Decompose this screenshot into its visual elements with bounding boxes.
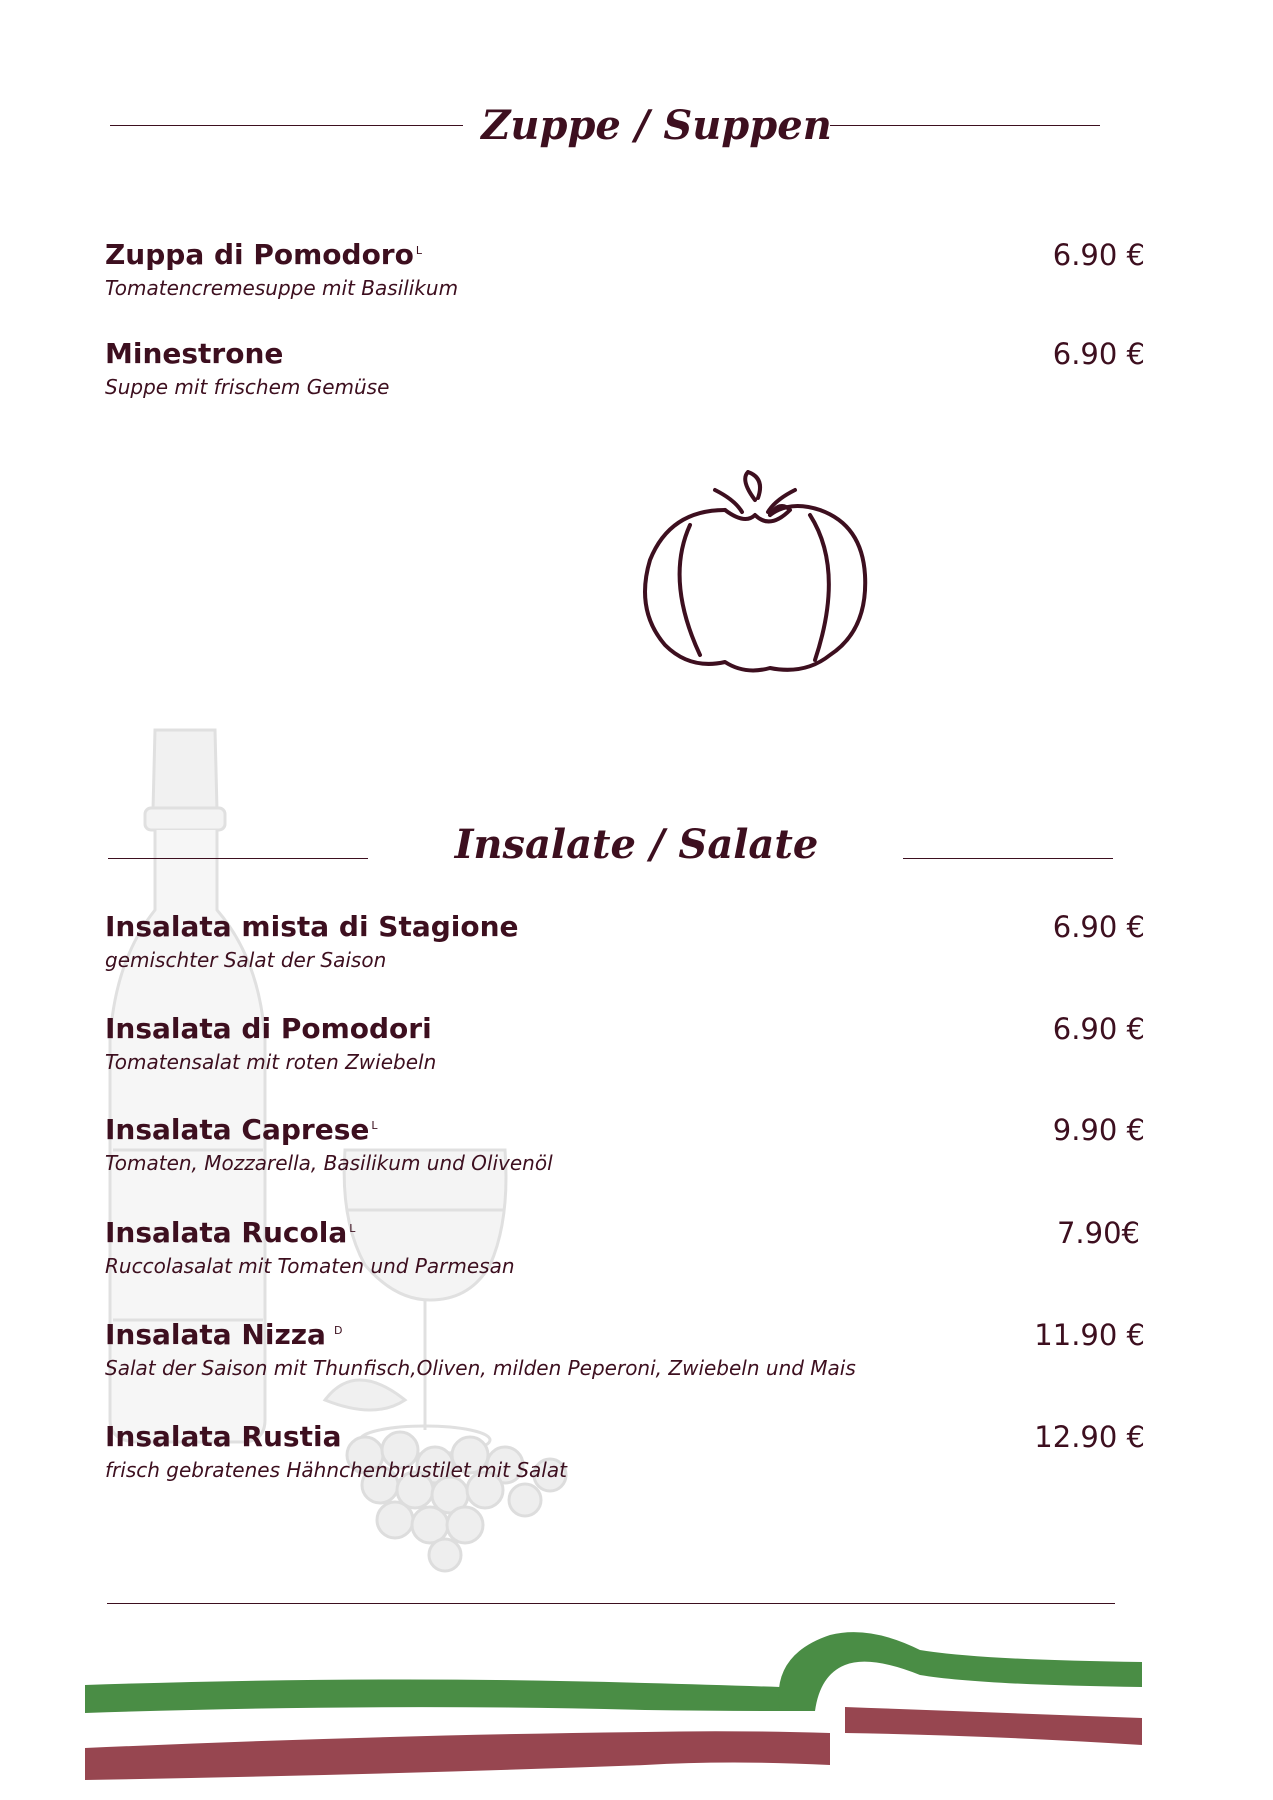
item-name: Insalata mista di Stagione — [105, 910, 519, 943]
item-price: 12.90 € — [1034, 1420, 1145, 1454]
menu-item — [105, 1216, 1145, 1278]
footer-rule — [107, 1603, 1115, 1604]
section-title-salads: Insalate / Salate — [454, 821, 819, 868]
item-description: Tomatensalat mit roten Zwiebeln — [105, 1049, 437, 1074]
menu-item — [105, 337, 1145, 399]
item-price: 7.90€ — [1056, 1216, 1140, 1250]
menu-item — [105, 1420, 1145, 1482]
item-name: Insalata Rustia — [105, 1420, 342, 1453]
item-name: Insalata di Pomodori — [105, 1012, 432, 1045]
item-description: gemischter Salat der Saison — [105, 947, 387, 972]
item-name: Insalata Rucola $^L$ — [105, 1216, 356, 1249]
item-name: Zuppa di Pomodoro $^L$ — [105, 238, 422, 271]
item-description: Tomatencremesuppe mit Basilikum — [105, 275, 459, 300]
allergen-mark: L — [349, 1221, 356, 1235]
item-description: Ruccolasalat mit Tomaten und Parmesan — [105, 1253, 515, 1278]
item-price: 6.90 € — [1052, 910, 1145, 944]
tomato-icon — [630, 470, 880, 680]
menu-item — [105, 1113, 1145, 1175]
item-price: 6.90 € — [1052, 337, 1145, 371]
menu-item — [105, 910, 1145, 972]
allergen-mark: L — [371, 1118, 378, 1132]
allergen-mark: L — [415, 243, 422, 257]
item-price: 6.90 € — [1052, 1012, 1145, 1046]
item-name: Insalata Nizza $^D$ — [105, 1318, 343, 1351]
item-description: Salat der Saison mit Thunfisch,Oliven, milden Peperoni, Zwiebeln und Mais — [105, 1355, 856, 1380]
menu-item — [105, 1012, 1145, 1074]
italian-flag-ribbon — [80, 1615, 1150, 1790]
item-description: Tomaten, Mozzarella, Basilikum und Olivenöl — [105, 1150, 553, 1175]
item-price: 11.90 € — [1034, 1318, 1145, 1352]
item-price: 9.90 € — [1052, 1113, 1145, 1147]
item-name: Minestrone — [105, 337, 284, 370]
item-description: frisch gebratenes Hähnchenbrustilet mit Salat — [105, 1457, 567, 1482]
item-name: Insalata Caprese $^L$ — [105, 1113, 378, 1146]
item-description: Suppe mit frischem Gemüse — [105, 374, 390, 399]
allergen-mark: D — [333, 1323, 343, 1337]
section-title-soups: Zuppe / Suppen — [481, 102, 832, 149]
menu-item — [105, 1318, 1145, 1380]
menu-item — [105, 238, 1145, 300]
item-price: 6.90 € — [1052, 238, 1145, 272]
